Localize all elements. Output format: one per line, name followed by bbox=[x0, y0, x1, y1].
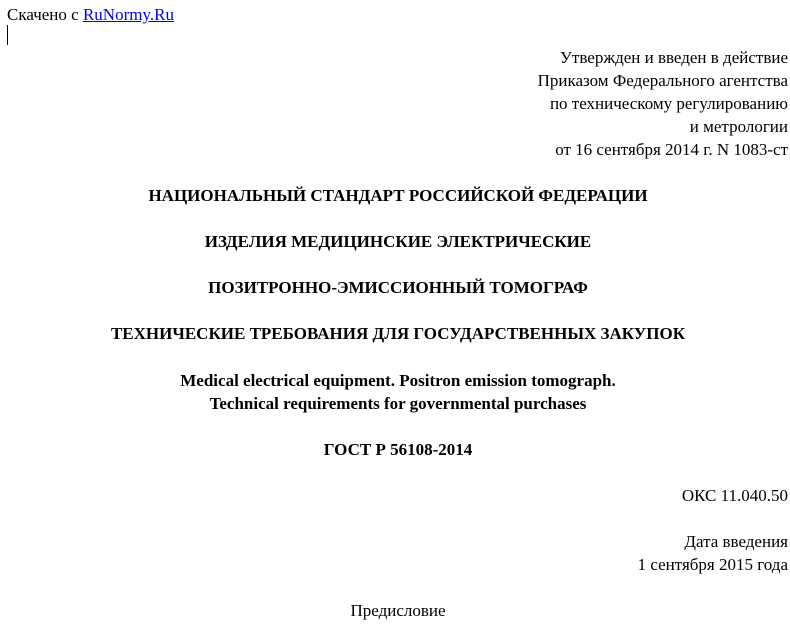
oks-code: ОКС 11.040.50 bbox=[681, 486, 788, 505]
english-title-line-1: Medical electrical equipment. Positron emission tomograph. bbox=[180, 371, 616, 390]
introduction-label: Дата введения bbox=[684, 532, 788, 551]
approval-line: по техническому регулированию bbox=[549, 94, 788, 113]
national-standard-title: НАЦИОНАЛЬНЫЙ СТАНДАРТ РОССИЙСКОЙ ФЕДЕРАЦИИ bbox=[148, 186, 648, 205]
source-link[interactable]: RuNormy.Ru bbox=[82, 5, 174, 24]
approval-line: Утвержден и введен в действие bbox=[559, 48, 788, 67]
product-group-title: ИЗДЕЛИЯ МЕДИЦИНСКИЕ ЭЛЕКТРИЧЕСКИЕ bbox=[204, 232, 592, 251]
text-cursor bbox=[7, 25, 8, 45]
english-title-line-2: Technical requirements for governmental purchases bbox=[209, 394, 587, 413]
approval-line: и метрологии bbox=[689, 117, 788, 136]
requirements-title: ТЕХНИЧЕСКИЕ ТРЕБОВАНИЯ ДЛЯ ГОСУДАРСТВЕННЫХ ЗАКУПОК bbox=[110, 324, 686, 343]
preface-heading: Предисловие bbox=[350, 601, 446, 620]
approval-line: Приказом Федерального агентства bbox=[537, 71, 788, 90]
source-prefix: Скачено с bbox=[7, 5, 83, 24]
source-line bbox=[7, 3, 174, 26]
gost-number: ГОСТ Р 56108-2014 bbox=[323, 440, 473, 459]
approval-block bbox=[538, 46, 788, 161]
product-title: ПОЗИТРОННО-ЭМИССИОННЫЙ ТОМОГРАФ bbox=[208, 278, 588, 297]
introduction-date: 1 сентября 2015 года bbox=[637, 555, 788, 574]
approval-line: от 16 сентября 2014 г. N 1083-ст bbox=[555, 140, 788, 159]
